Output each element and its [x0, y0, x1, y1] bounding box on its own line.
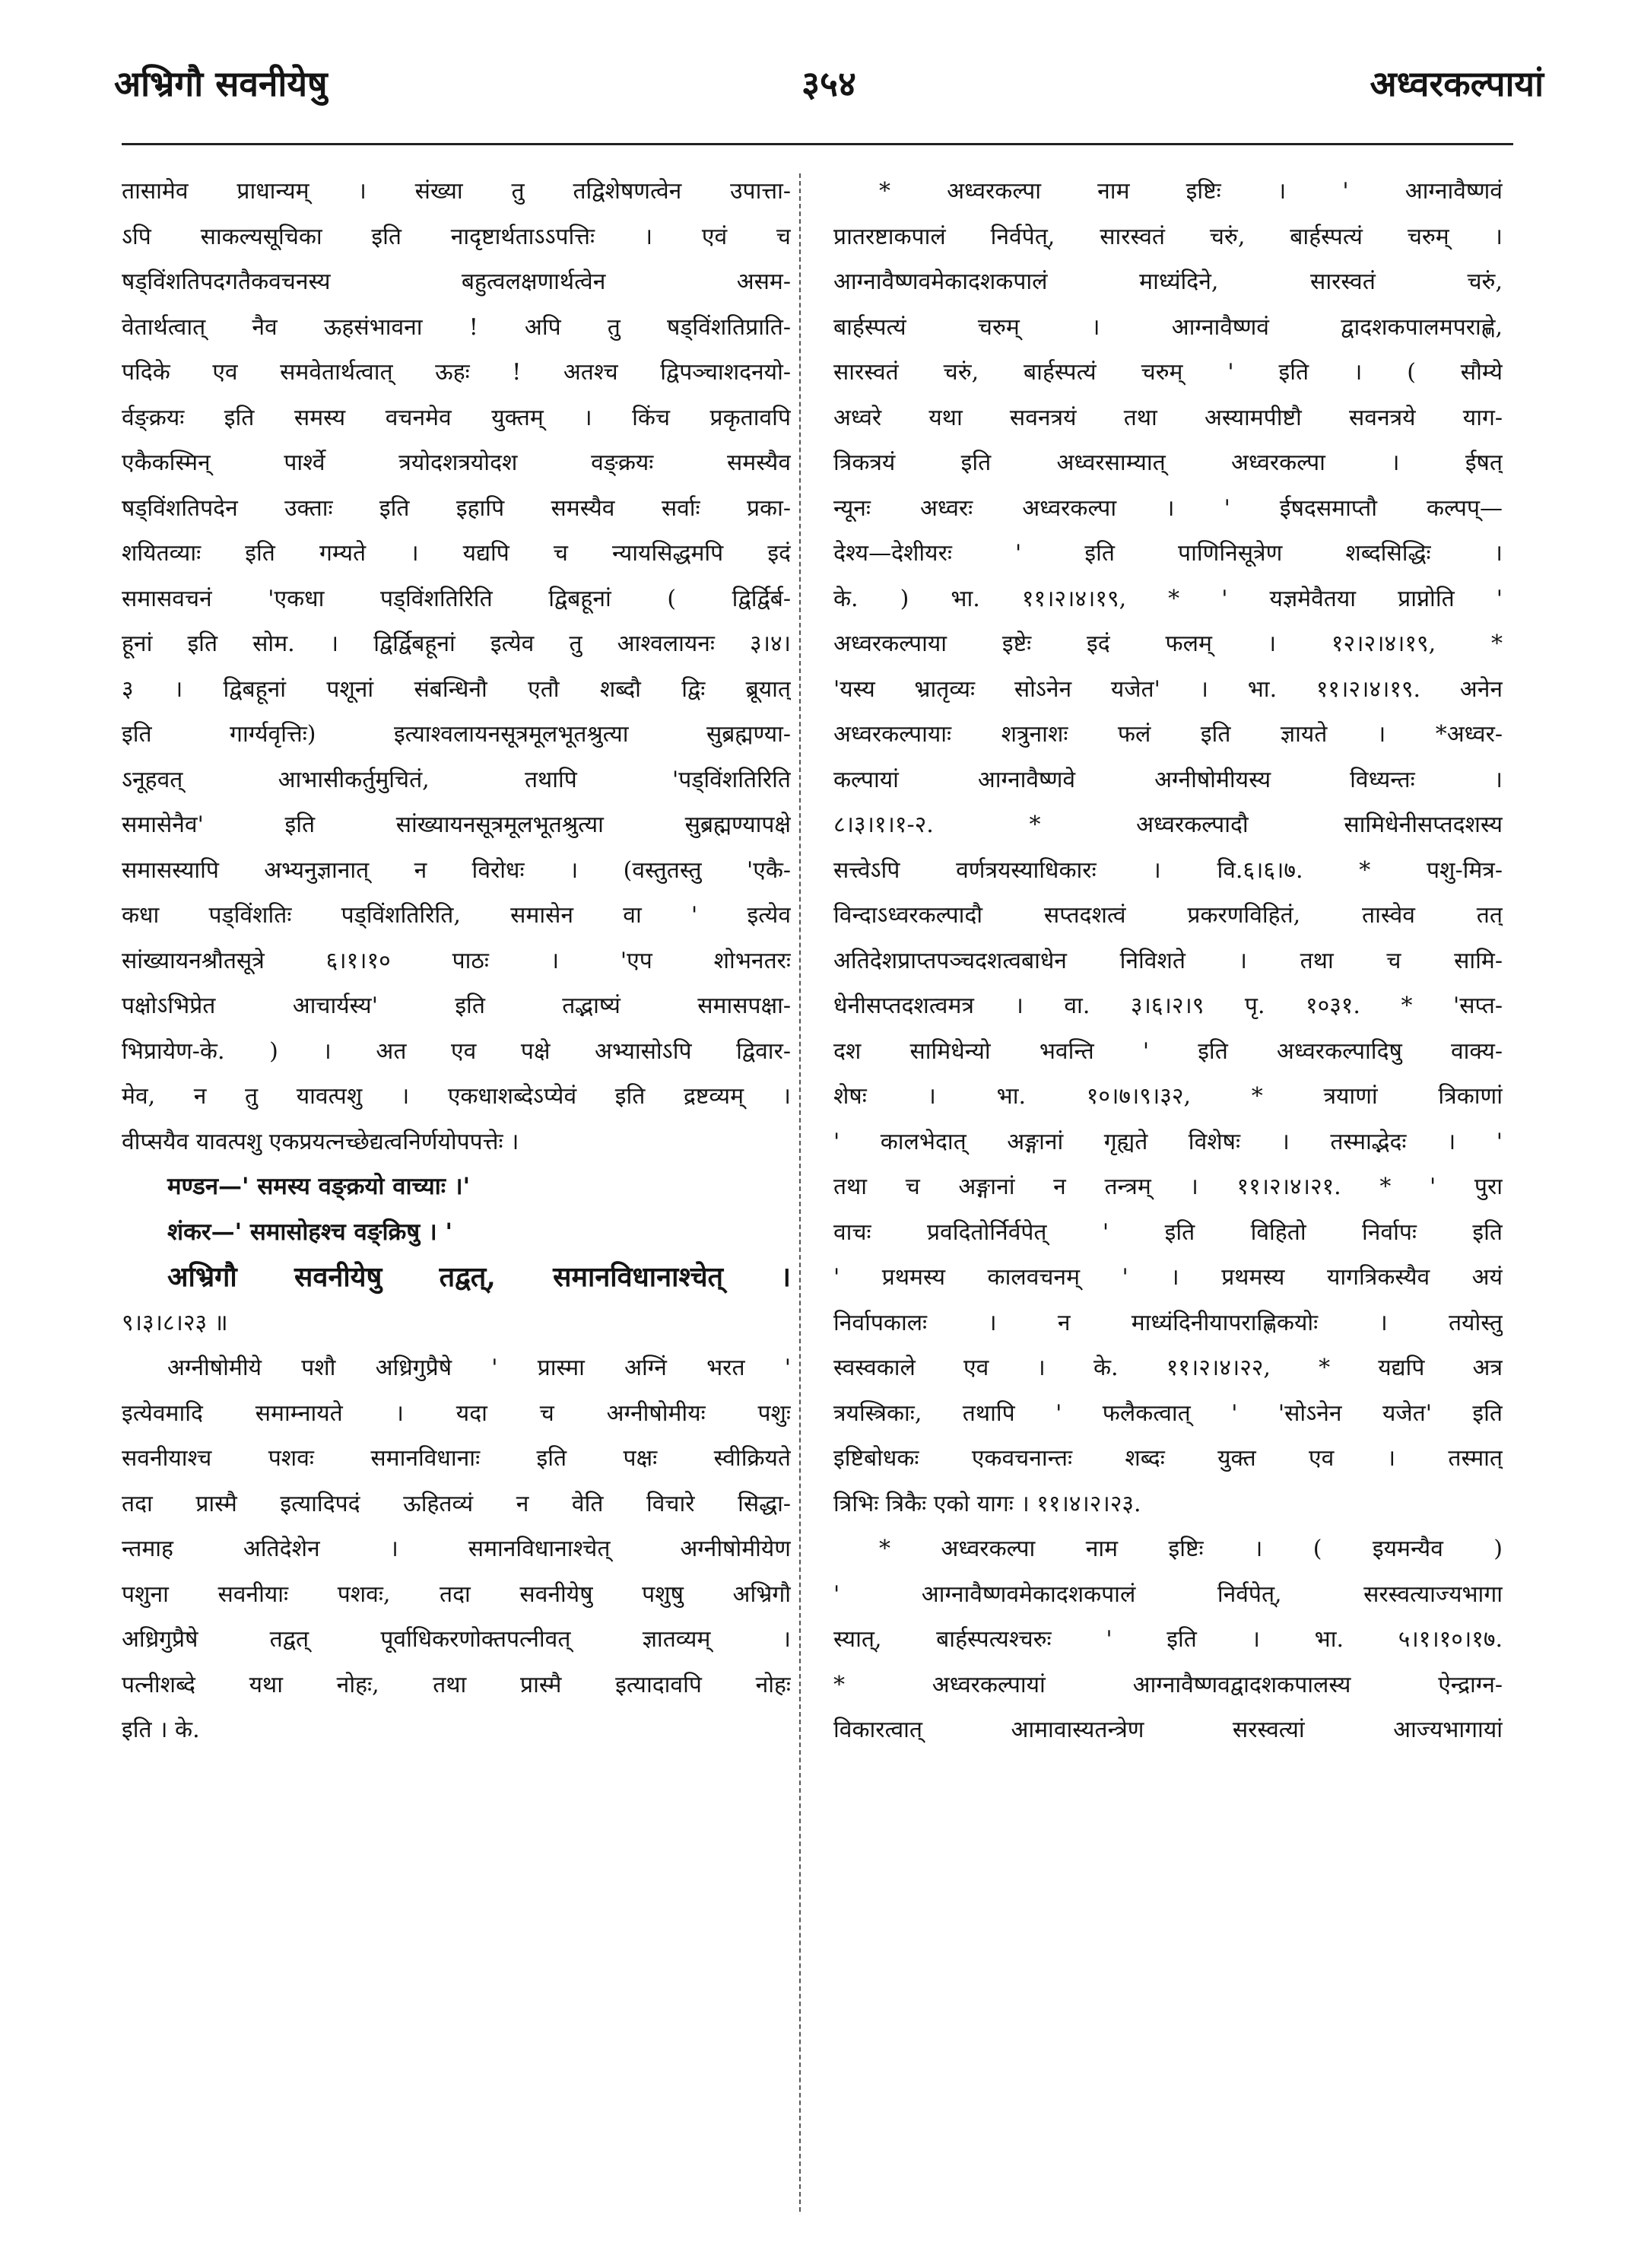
text-line: वीप्सयैव यावत्पशु एकप्रयत्नच्छेद्यत्वनिर्णयोपपत्तेः । — [122, 1128, 519, 1155]
text-line: अतिदेशप्राप्तपञ्चदशत्वबाधेन निविशते । तथा च सामि- — [833, 947, 1503, 974]
text-line: मेव, न तु यावत्पशु । एकधाशब्देऽप्येवं इति द्रष्टव्यम् । — [122, 1083, 791, 1110]
text-line: षड्विंशतिपदगतैकवचनस्य बहुत्वलक्षणार्थत्वेन असम- — [122, 268, 791, 295]
text-line: दश सामिधेन्यो भवन्ति ' इति अध्वरकल्पादिषु वाक्य- — [833, 1037, 1503, 1065]
text-line: इति गार्ग्यवृत्तिः) इत्याश्वलायनसूत्रमूलभूतश्रुत्या सुब्रह्मण्या- — [122, 721, 791, 748]
text-line: सारस्वतं चरुं, बार्हस्पत्यं चरुम् ' इति । ( सौम्ये — [833, 359, 1503, 386]
text-line: वेतार्थत्वात् नैव ऊहसंभावना ! अपि तु षड्विंशतिप्राति- — [122, 313, 791, 341]
text-line: समासस्यापि अभ्यनुज्ञानात् न विरोधः । (वस्तुतस्तु 'एकै- — [122, 856, 791, 884]
text-line: देश्य—देशीयरः ' इति पाणिनिसूत्रेण शब्दसिद्धिः । — [833, 540, 1503, 567]
text-line: पदिके एव समवेतार्थत्वात् ऊहः ! अतश्च द्विपञ्चाशदनयो- — [122, 359, 791, 386]
text-line: सवनीयाश्च पशवः समानविधानाः इति पक्षः स्वीक्रियते — [122, 1445, 791, 1472]
text-line: त्रिकत्रयं इति अध्वरसाम्यात् अध्वरकल्पा । ईषत् — [833, 449, 1503, 476]
header-rule — [122, 143, 1513, 145]
text-line: समासवचनं 'एकधा पड्विंशतिरिति द्विबहूनां ( द्विर्द्विर्ब- — [122, 585, 791, 612]
text-line: निर्वापकालः । न माध्यंदिनीयापराह्णिकयोः । तयोस्तु — [833, 1309, 1503, 1336]
text-line: स्वस्वकाले एव । के. ११।२।४।२२, * यद्यपि अत्र — [833, 1355, 1503, 1381]
text-line: बार्हस्पत्यं चरुम् । आग्नावैष्णवं द्वादशकपालमपराह्णे, — [833, 313, 1503, 341]
text-line: पत्नीशब्दे यथा नोहः, तथा प्रास्मै इत्यादावपि नोहः — [122, 1671, 791, 1698]
page-header — [114, 61, 1544, 122]
text-line: आग्नावैष्णवमेकादशकपालं माध्यंदिने, सारस्वतं चरुं, — [833, 268, 1503, 295]
text-line: ऽनूहवत् आभासीकर्तुमुचितं, तथापि 'पड्विंशतिरिति — [122, 766, 791, 793]
text-line: तासामेव प्राधान्यम् । संख्या तु तद्विशेषणत्वेन उपात्ता- — [122, 178, 791, 205]
text-line: * अध्वरकल्पा नाम इष्टिः । ( इयमन्यैव ) — [879, 1536, 1503, 1562]
page-number: ३५४ — [801, 63, 856, 104]
text-line: न्तमाह अतिदेशेन । समानविधानाश्चेत् अग्नीषोमीयेण — [122, 1536, 791, 1562]
text-line: शयितव्याः इति गम्यते । यद्यपि च न्यायसिद्धमपि इदं — [122, 540, 791, 567]
text-line: अग्नीषोमीये पशौ अध्रिगुप्रैषे ' प्रास्मा अग्निं भरत ' — [167, 1355, 791, 1381]
text-line: तदा प्रास्मै इत्यादिपदं ऊहितव्यं न वेति विचारे सिद्धा- — [122, 1490, 791, 1517]
text-line: तथा च अङ्गानां न तन्त्रम् । ११।२।४।२१. * ' पुरा — [833, 1174, 1503, 1200]
text-line: विन्दाऽध्वरकल्पादौ सप्तदशत्वं प्रकरणविहितं, तास्वेव तत् — [833, 902, 1503, 929]
text-line: धेनीसप्तदशत्वमत्र । वा. ३।६।२।९ पृ. १०३१. * 'सप्त- — [833, 993, 1503, 1019]
text-line: त्रिभिः त्रिकैः एको यागः । ११।४।२।२३. — [833, 1490, 1141, 1517]
text-line: वाचः प्रवदितोर्निर्वपेत् ' इति विहितो निर्वापः इति — [833, 1218, 1503, 1246]
text-line: ऽपि साकल्यसूचिका इति नादृष्टार्थताऽऽपत्तिः । एवं च — [122, 223, 791, 250]
text-line: शेषः । भा. १०।७।९।३२, * त्रयाणां त्रिकाणां — [833, 1083, 1503, 1110]
text-line: पशुना सवनीयाः पशवः, तदा सवनीयेषु पशुषु अभ्रिगौ — [122, 1580, 791, 1608]
sutra-text: अभ्रिगौ सवनीयेषु तद्वत्, समानविधानाश्चेत् । — [167, 1261, 791, 1293]
text-line: अध्वरे यथा सवनत्रयं तथा अस्यामपीष्टौ सवनत्रये याग- — [833, 404, 1503, 431]
text-line: पक्षोऽभिप्रेत आचार्यस्य' इति तद्भाष्यं समासपक्षा- — [122, 993, 791, 1019]
text-line: समासेनैव' इति सांख्यायनसूत्रमूलभूतश्रुत्या सुब्रह्मण्यापक्षे — [122, 812, 791, 838]
text-line: त्रयस्त्रिकाः, तथापि ' फलैकत्वात् ' 'सोऽनेन यजेत' इति — [833, 1399, 1503, 1427]
mandana-quote: मण्डन—' समस्य वङ्क्रयो वाच्याः ।' — [167, 1173, 471, 1200]
column-divider — [799, 173, 801, 2212]
text-line: एकैकस्मिन् पार्श्वे त्रयोदशत्रयोदश वङ्क्रयः समस्यैव — [122, 449, 791, 476]
text-line: सत्त्वेऽपि वर्णत्रयस्याधिकारः । वि.६।६।७. * पशु-मित्र- — [833, 856, 1503, 884]
text-line: 'यस्य भ्रातृव्यः सोऽनेन यजेत' । भा. ११।२।४।१९. अनेन — [833, 675, 1503, 703]
text-line: ' प्रथमस्य कालवचनम् ' । प्रथमस्य यागत्रिकस्यैव अयं — [833, 1264, 1503, 1291]
shankara-quote: शंकर—' समासोहश्च वङ्क्रिषु । ' — [167, 1218, 453, 1246]
running-head-right: अध्वरकल्पायां — [1370, 63, 1544, 104]
text-line: षड्विंशतिपदेन उक्ताः इति इहापि समस्यैव सर्वाः प्रका- — [122, 494, 791, 522]
text-line: इष्टिबोधकः एकवचनान्तः शब्दः युक्त एव । तस्मात् — [833, 1445, 1503, 1472]
text-line: कल्पायां आग्नावैष्णवे अग्नीषोमीयस्य विध्यन्तः । — [833, 766, 1503, 793]
running-head-left: अभ्रिगौ सवनीयेषु — [114, 63, 328, 104]
text-line: * अध्वरकल्पायां आग्नावैष्णवद्वादशकपालस्य ऐन्द्राग्न- — [833, 1671, 1503, 1698]
text-line: इति । के. — [122, 1717, 200, 1743]
text-line: विकारत्वात् आमावास्यतन्त्रेण सरस्वत्यां आज्यभागायां — [833, 1717, 1503, 1743]
left-column — [122, 169, 791, 2222]
text-line: सांख्यायनश्रौतसूत्रे ६।१।१० पाठः । 'एप शोभनतरः — [122, 947, 791, 974]
sutra-number: ९।३।८।२३ ॥ — [122, 1309, 228, 1336]
text-line: र्वङ्क्रयः इति समस्य वचनमेव युक्तम् । किंच प्रकृतावपि — [122, 404, 791, 431]
text-line: ' आग्नावैष्णवमेकादशकपालं निर्वपेत्, सरस्वत्याज्यभागा — [833, 1580, 1503, 1608]
text-line: हूनां इति सोम. । द्विर्द्विबहूनां इत्येव तु आश्वलायनः ३।४। — [122, 631, 791, 657]
text-line: ८।३।१।१-२. * अध्वरकल्पादौ सामिधेनीसप्तदशस्य — [833, 812, 1503, 838]
text-line: भिप्रायेण-के. ) । अत एव पक्षे अभ्यासोऽपि द्विवार- — [122, 1037, 791, 1065]
text-line: इत्येवमादि समाम्नायते । यदा च अग्नीषोमीयः पशुः — [122, 1399, 791, 1427]
text-line: अध्रिगुप्रैषे तद्वत् पूर्वाधिकरणोक्तपत्नीवत् ज्ञातव्यम् । — [122, 1626, 791, 1653]
text-line: प्रातरष्टाकपालं निर्वपेत्, सारस्वतं चरुं, बार्हस्पत्यं चरुम् । — [833, 223, 1503, 250]
text-line: * अध्वरकल्पा नाम इष्टिः । ' आग्नावैष्णवं — [879, 178, 1503, 205]
right-column — [833, 169, 1503, 2222]
text-line: कधा पड्विंशतिः पड्विंशतिरिति, समासेन वा ' इत्येव — [122, 902, 791, 929]
text-line: अध्वरकल्पाया इष्टेः इदं फलम् । १२।२।४।१९, * — [833, 631, 1503, 657]
text-line: ३ । द्विबहूनां पशूनां संबन्धिनौ एतौ शब्दौ द्विः ब्रूयात् — [122, 675, 791, 703]
text-line: के. ) भा. ११।२।४।१९, * ' यज्ञमेवैतया प्राप्नोति ' — [833, 585, 1503, 612]
text-line: स्यात्, बार्हस्पत्यश्चरुः ' इति । भा. ५।१।१०।१७. — [833, 1626, 1503, 1653]
text-line: ' कालभेदात् अङ्गानां गृह्यते विशेषः । तस्माद्भेदः । ' — [833, 1128, 1503, 1155]
text-line: अध्वरकल्पायाः शत्रुनाशः फलं इति ज्ञायते । *अध्वर- — [833, 721, 1503, 748]
text-line: न्यूनः अध्वरः अध्वरकल्पा । ' ईषदसमाप्तौ कल्पप्— — [833, 494, 1503, 522]
